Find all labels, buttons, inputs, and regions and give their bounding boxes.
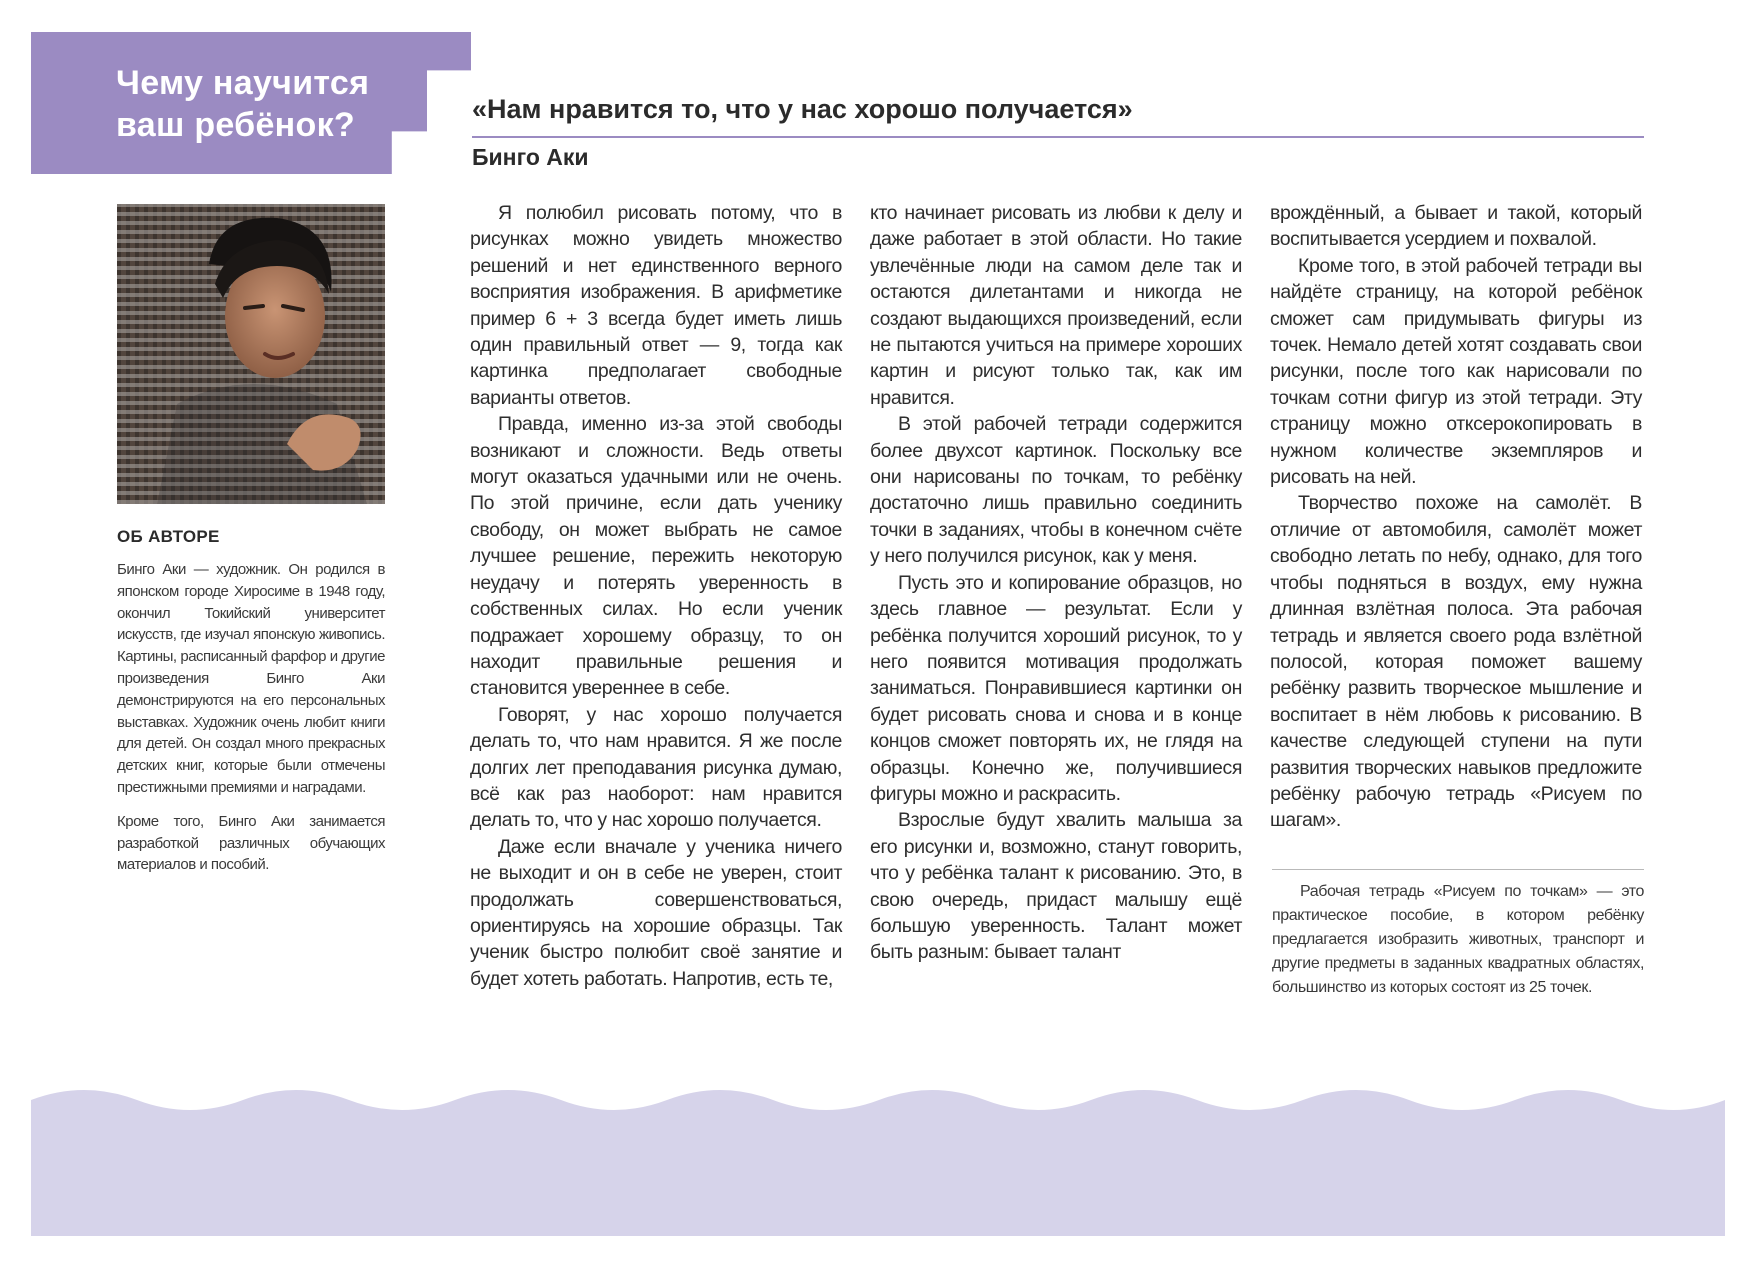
body-paragraph: Взрослые будут хвалить малыша за его рисунки и, возможно, станут говорить, что у ребёнка талант к рисованию. Это, в свою очередь, придаст малышу ещё большую уверенность. Талант может быть разным: бывает талант <box>870 809 1242 964</box>
body-paragraph: Кроме того, в этой рабочей тетради вы найдёте страницу, на которой ребёнок сможет сам придумывать фигуры из точек. Немало детей хотят создавать свои рисунки, после того как нарисовали по точкам сотни фигур из этой тетради. Эту страницу можно отксерокопировать в нужном количестве экземпляров и рисовать на ней. <box>1270 254 1642 489</box>
about-author-paragraph: Кроме того, Бинго Аки занимается разработкой различных обучающих материалов и пособий. <box>117 812 385 874</box>
about-author-sidebar <box>117 527 385 888</box>
workbook-caption: Рабочая тетрадь «Рисуем по точкам» — это практическое пособие, в котором ребёнку предлагается изобразить животных, транспорт и другие предметы в заданных квадратных областях, большинство из которых состоят из 25 точек. <box>1272 883 1644 996</box>
about-author-paragraph: Бинго Аки — художник. Он родился в японском городе Хиросиме в 1948 году, окончил Токийский университет искусств, где изучал японскую живопись. Картины, расписанный фарфор и другие произведения Бинго Аки демонстрируются на его персональных выставках. Художник очень любит книги для детей. Он создал много прекрасных детских книг, которые были отмечены престижными премиями и наградами. <box>117 561 385 796</box>
body-paragraph-continued: кто начинает рисовать из любви к делу и даже работает в этой области. Но такие увлечённые люди на самом деле так и остаются дилетантами и никогда не создают выдающихся произведений, если не пытаются учиться на примере хороших картин и рисуют только так, как им нравится. <box>870 202 1242 409</box>
caption-divider <box>1272 869 1644 870</box>
section-title: Чему научится ваш ребёнок? <box>116 64 370 144</box>
about-author-heading: ОБ АВТОРЕ <box>117 527 220 546</box>
body-paragraph: Правда, именно из-за этой свободы возникают и сложности. Ведь ответы могут оказаться удачными или не очень. По этой причине, если дать ученику свободу, он может выбрать не самое лучшее решение, пережить некоторую неудачу и потерять уверенность в собственных силах. Но если ученик подражает хорошему образцу, то он находит правильные решения и становится увереннее в себе. <box>470 413 842 700</box>
wave-shape <box>31 1090 1725 1236</box>
article-author: Бинго Аки <box>472 144 589 170</box>
body-paragraph: Пусть это и копирование образцов, но здесь главное — результат. Если у ребёнка получится хороший рисунок, то у него появится мотивация продолжать заниматься. Понравившиеся картинки он будет рисовать снова и снова и в конце концов сможет повторять их, не глядя на образцы. Конечно же, получившиеся фигуры можно и раскрасить. <box>870 571 1242 805</box>
text-column-1 <box>470 200 842 992</box>
decorative-wave <box>31 1086 1725 1236</box>
body-paragraph: Я полюбил рисовать потому, что в рисунках можно увидеть множество решений и нет единственного верного восприятия изображения. В арифметике пример 6 + 3 всегда будет иметь лишь один правильный ответ — 9, тогда как картинка предполагает свободные варианты ответов. <box>470 202 842 409</box>
body-paragraph: Творчество похоже на самолёт. В отличие от автомобиля, самолёт может свободно летать по небу, однако, для того чтобы подняться в воздух, ему нужна длинная взлётная полоса. Эта рабочая тетрадь и является своего рода взлётной полосой, которая поможет вашему ребёнку развить творческое мышление и воспитает в нём любовь к рисованию. В качестве следующей ступени на пути развития творческих навыков предложите ребёнку рабочую тетрадь «Рисуем по шагам». <box>1270 492 1642 832</box>
body-paragraph: Говорят, у нас хорошо получается делать то, что нам нравится. Я же после долгих лет преподавания рисунка думаю, всё как раз наоборот: нам нравится делать то, что у нас хорошо получается. <box>470 703 842 832</box>
portrait-image <box>117 204 385 504</box>
article-title: «Нам нравится то, что у нас хорошо получается» <box>472 94 1133 124</box>
body-paragraph-continued: врождённый, а бывает и такой, который воспитывается усердием и похвалой. <box>1270 202 1642 251</box>
title-divider <box>472 136 1644 138</box>
body-paragraph: В этой рабочей тетради содержится более двухсот картинок. Поскольку все они нарисованы по точкам, то ребёнку достаточно лишь правильно соединить точки в заданиях, чтобы в конечном счёте у него получился рисунок, как у меня. <box>870 413 1242 568</box>
text-column-2 <box>870 200 1242 966</box>
author-photo <box>117 204 385 504</box>
body-paragraph: Даже если вначале у ученика ничего не выходит и он в себе не уверен, стоит продолжать совершенствоваться, ориентируясь на хорошие образцы. Так ученик быстро полюбит своё занятие и будет хотеть работать. Напротив, есть те, <box>470 835 842 990</box>
text-column-3 <box>1270 200 1642 834</box>
